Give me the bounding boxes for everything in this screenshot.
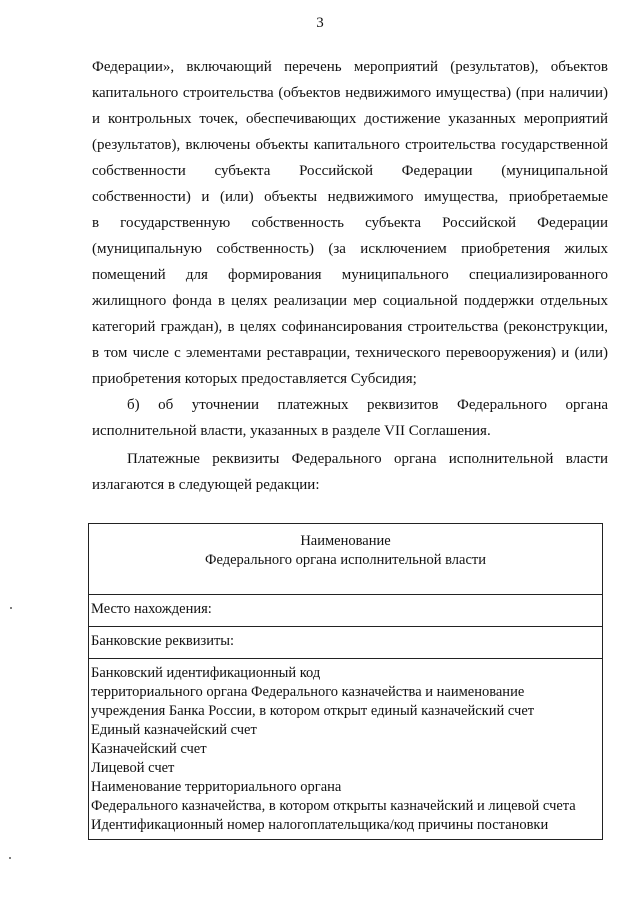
details-line: Лицевой счет: [91, 760, 175, 776]
paragraph-line: Платежные реквизиты Федерального органа исполнительной власти: [127, 451, 608, 467]
paragraph-line: собственности субъекта Российской Федерации (муниципальной: [92, 163, 608, 179]
table-divider: [88, 594, 603, 595]
details-line: Наименование территориального органа: [91, 779, 342, 795]
table-divider: [88, 658, 603, 659]
paragraph-line: приобретения которых предоставляется Субсидия;: [92, 371, 417, 387]
location-label: Место нахождения:: [91, 601, 212, 617]
paragraph-line: и контрольных точек, обеспечивающих достижение указанных мероприятий: [92, 111, 608, 127]
scan-speck: [10, 607, 12, 609]
scan-speck: [9, 857, 11, 859]
details-line: Федерального казначейства, в котором открыты казначейский и лицевой счета: [91, 798, 576, 814]
paragraph-line: б) об уточнении платежных реквизитов Федерального органа: [127, 397, 608, 413]
paragraph-line: излагаются в следующей редакции:: [92, 477, 320, 493]
details-line: Единый казначейский счет: [91, 722, 257, 738]
page-number: 3: [316, 15, 324, 31]
paragraph-line: исполнительной власти, указанных в разделе VII Соглашения.: [92, 423, 491, 439]
paragraph-line: помещений для формирования муниципального специализированного: [92, 267, 608, 283]
details-line: территориального органа Федерального казначейства и наименование: [91, 684, 525, 700]
paragraph-line: капитального строительства (объектов недвижимого имущества) (при наличии): [92, 85, 608, 101]
paragraph-line: собственности) и (или) объекты недвижимого имущества, приобретаемые: [92, 189, 608, 205]
paragraph-line: в том числе с элементами реставрации, технического перевооружения) и (или): [92, 345, 608, 361]
details-line: учреждения Банка России, в котором открыт единый казначейский счет: [91, 703, 535, 719]
paragraph-line: жилищного фонда в целях реализации мер социальной поддержки отдельных: [92, 293, 608, 309]
details-line: Казначейский счет: [91, 741, 207, 757]
paragraph-line: (результатов), включены объекты капитального строительства государственной: [92, 137, 608, 153]
details-line: Идентификационный номер налогоплательщика/код причины постановки: [91, 817, 549, 833]
table-header-title: Наименование: [300, 533, 391, 549]
paragraph-line: в государственную собственность субъекта Российской Федерации: [92, 215, 608, 231]
table-header-subtitle: Федерального органа исполнительной власти: [205, 552, 486, 568]
paragraph-line: (муниципальную собственность) (за исключением приобретения жилых: [92, 241, 608, 257]
details-line: Банковский идентификационный код: [91, 665, 321, 681]
table-divider: [88, 626, 603, 627]
paragraph-line: Федерации», включающий перечень мероприятий (результатов), объектов: [92, 59, 608, 75]
bank-details-label: Банковские реквизиты:: [91, 633, 235, 649]
paragraph-line: категорий граждан), в целях софинансирования строительства (реконструкции,: [92, 319, 608, 335]
